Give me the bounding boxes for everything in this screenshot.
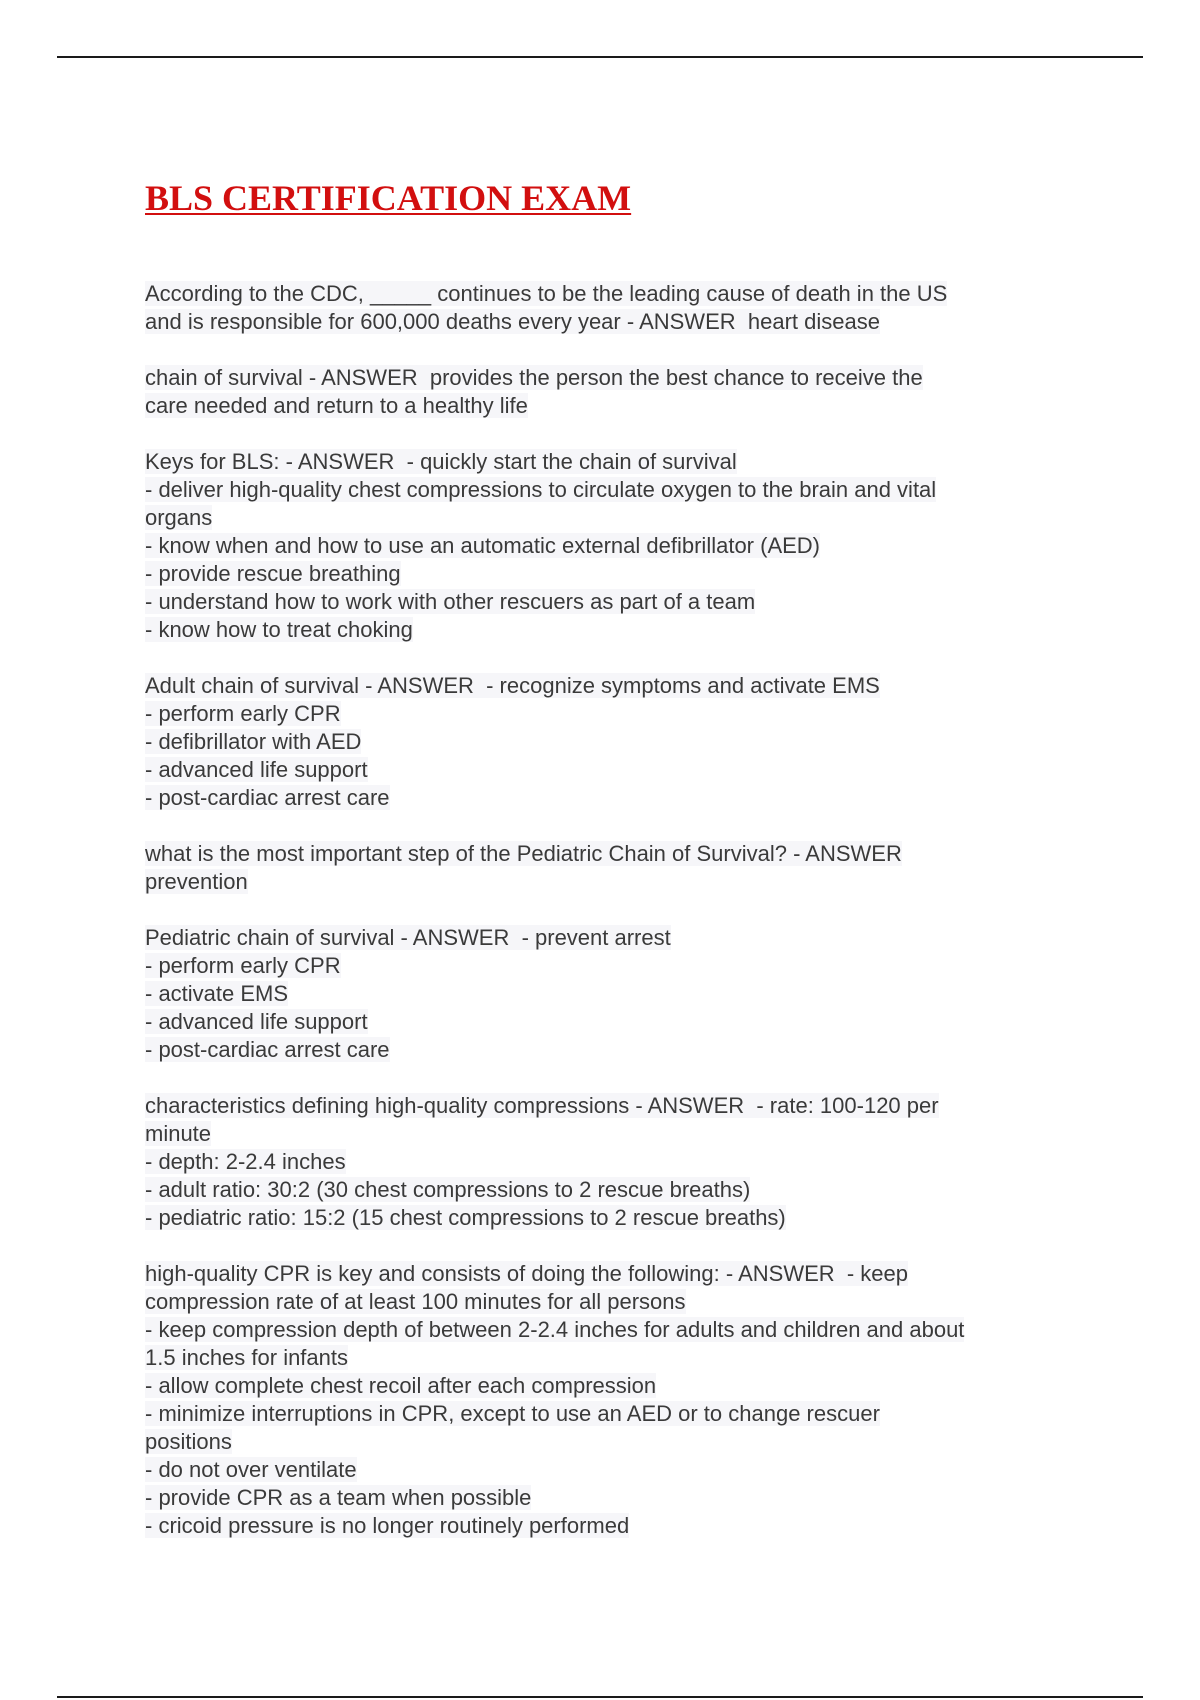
qa-line: [145, 1344, 1075, 1372]
qa-line-text: what is the most important step of the Pediatric Chain of Survival? - ANSWER: [145, 841, 902, 866]
qa-line-text: - know when and how to use an automatic external defibrillator (AED): [145, 533, 821, 558]
qa-line-text: care needed and return to a healthy life: [145, 393, 528, 418]
qa-item: [145, 1260, 1075, 1540]
qa-line-text: Pediatric chain of survival - ANSWER - prevent arrest: [145, 925, 671, 950]
qa-line-text: - pediatric ratio: 15:2 (15 chest compressions to 2 rescue breaths): [145, 1205, 786, 1230]
qa-line-text: minute: [145, 1121, 212, 1146]
qa-line: [145, 1148, 1075, 1176]
qa-item: [145, 1092, 1075, 1232]
qa-line: [145, 924, 1075, 952]
qa-line-text: - provide CPR as a team when possible: [145, 1485, 532, 1510]
qa-line: [145, 1316, 1075, 1344]
qa-line-text: positions: [145, 1429, 232, 1454]
qa-line-text: - advanced life support: [145, 1009, 368, 1034]
qa-line: [145, 1288, 1075, 1316]
qa-line-text: - advanced life support: [145, 757, 368, 782]
qa-line-text: - allow complete chest recoil after each compression: [145, 1373, 657, 1398]
qa-line-text: 1.5 inches for infants: [145, 1345, 349, 1370]
qa-line-text: - defibrillator with AED: [145, 729, 362, 754]
qa-line: [145, 532, 1075, 560]
qa-line: [145, 980, 1075, 1008]
qa-line-text: - post-cardiac arrest care: [145, 785, 390, 810]
qa-line: [145, 1176, 1075, 1204]
qa-line-text: - understand how to work with other rescuers as part of a team: [145, 589, 756, 614]
qa-line: [145, 364, 1075, 392]
document-body: [145, 170, 1075, 1568]
qa-list: [145, 280, 1075, 1540]
qa-line: [145, 1036, 1075, 1064]
qa-line-text: - cricoid pressure is no longer routinely performed: [145, 1513, 630, 1538]
qa-line-text: Keys for BLS: - ANSWER - quickly start the chain of survival: [145, 449, 737, 474]
qa-line: [145, 952, 1075, 980]
qa-line: [145, 1456, 1075, 1484]
qa-line-text: organs: [145, 505, 213, 530]
qa-line: [145, 840, 1075, 868]
qa-line: [145, 1400, 1075, 1428]
qa-line: [145, 1092, 1075, 1120]
qa-line-text: - do not over ventilate: [145, 1457, 357, 1482]
qa-line-text: - post-cardiac arrest care: [145, 1037, 390, 1062]
qa-line: [145, 1512, 1075, 1540]
qa-line-text: - keep compression depth of between 2-2.4 inches for adults and children and about: [145, 1317, 965, 1342]
qa-line-text: high-quality CPR is key and consists of doing the following: - ANSWER - keep: [145, 1261, 909, 1286]
qa-line-text: chain of survival - ANSWER provides the person the best chance to receive the: [145, 365, 923, 390]
qa-line: [145, 700, 1075, 728]
qa-line-text: prevention: [145, 869, 248, 894]
qa-line-text: compression rate of at least 100 minutes for all persons: [145, 1289, 686, 1314]
qa-line: [145, 560, 1075, 588]
qa-line: [145, 308, 1075, 336]
footer-rule: [57, 1696, 1143, 1698]
qa-line-text: - deliver high-quality chest compressions to circulate oxygen to the brain and vital: [145, 477, 937, 502]
qa-line-text: - activate EMS: [145, 981, 289, 1006]
qa-line: [145, 1120, 1075, 1148]
qa-line: [145, 1484, 1075, 1512]
qa-line-text: - perform early CPR: [145, 701, 341, 726]
qa-line-text: - provide rescue breathing: [145, 561, 401, 586]
qa-item: [145, 448, 1075, 644]
qa-item: [145, 364, 1075, 420]
qa-line: [145, 392, 1075, 420]
qa-line-text: - know how to treat choking: [145, 617, 413, 642]
header-rule: [57, 56, 1143, 58]
qa-line-text: - perform early CPR: [145, 953, 341, 978]
qa-line-text: According to the CDC, _____ continues to be the leading cause of death in the US: [145, 281, 948, 306]
qa-line-text: - minimize interruptions in CPR, except to use an AED or to change rescuer: [145, 1401, 880, 1426]
qa-line: [145, 448, 1075, 476]
qa-line: [145, 588, 1075, 616]
qa-line: [145, 672, 1075, 700]
qa-item: [145, 924, 1075, 1064]
qa-line: [145, 616, 1075, 644]
qa-line: [145, 1372, 1075, 1400]
qa-line-text: characteristics defining high-quality compressions - ANSWER - rate: 100-120 per: [145, 1093, 939, 1118]
page-title: BLS CERTIFICATION EXAM: [145, 178, 632, 218]
qa-line-text: and is responsible for 600,000 deaths every year - ANSWER heart disease: [145, 309, 880, 334]
qa-line: [145, 280, 1075, 308]
qa-line: [145, 1260, 1075, 1288]
qa-item: [145, 280, 1075, 336]
qa-line-text: Adult chain of survival - ANSWER - recognize symptoms and activate EMS: [145, 673, 880, 698]
qa-line: [145, 728, 1075, 756]
qa-line: [145, 1008, 1075, 1036]
qa-item: [145, 840, 1075, 896]
qa-line: [145, 504, 1075, 532]
qa-line: [145, 476, 1075, 504]
qa-line: [145, 1204, 1075, 1232]
qa-line-text: - adult ratio: 30:2 (30 chest compressions to 2 rescue breaths): [145, 1177, 751, 1202]
qa-line: [145, 868, 1075, 896]
qa-item: [145, 672, 1075, 812]
qa-line: [145, 756, 1075, 784]
qa-line: [145, 1428, 1075, 1456]
qa-line: [145, 784, 1075, 812]
qa-line-text: - depth: 2-2.4 inches: [145, 1149, 346, 1174]
